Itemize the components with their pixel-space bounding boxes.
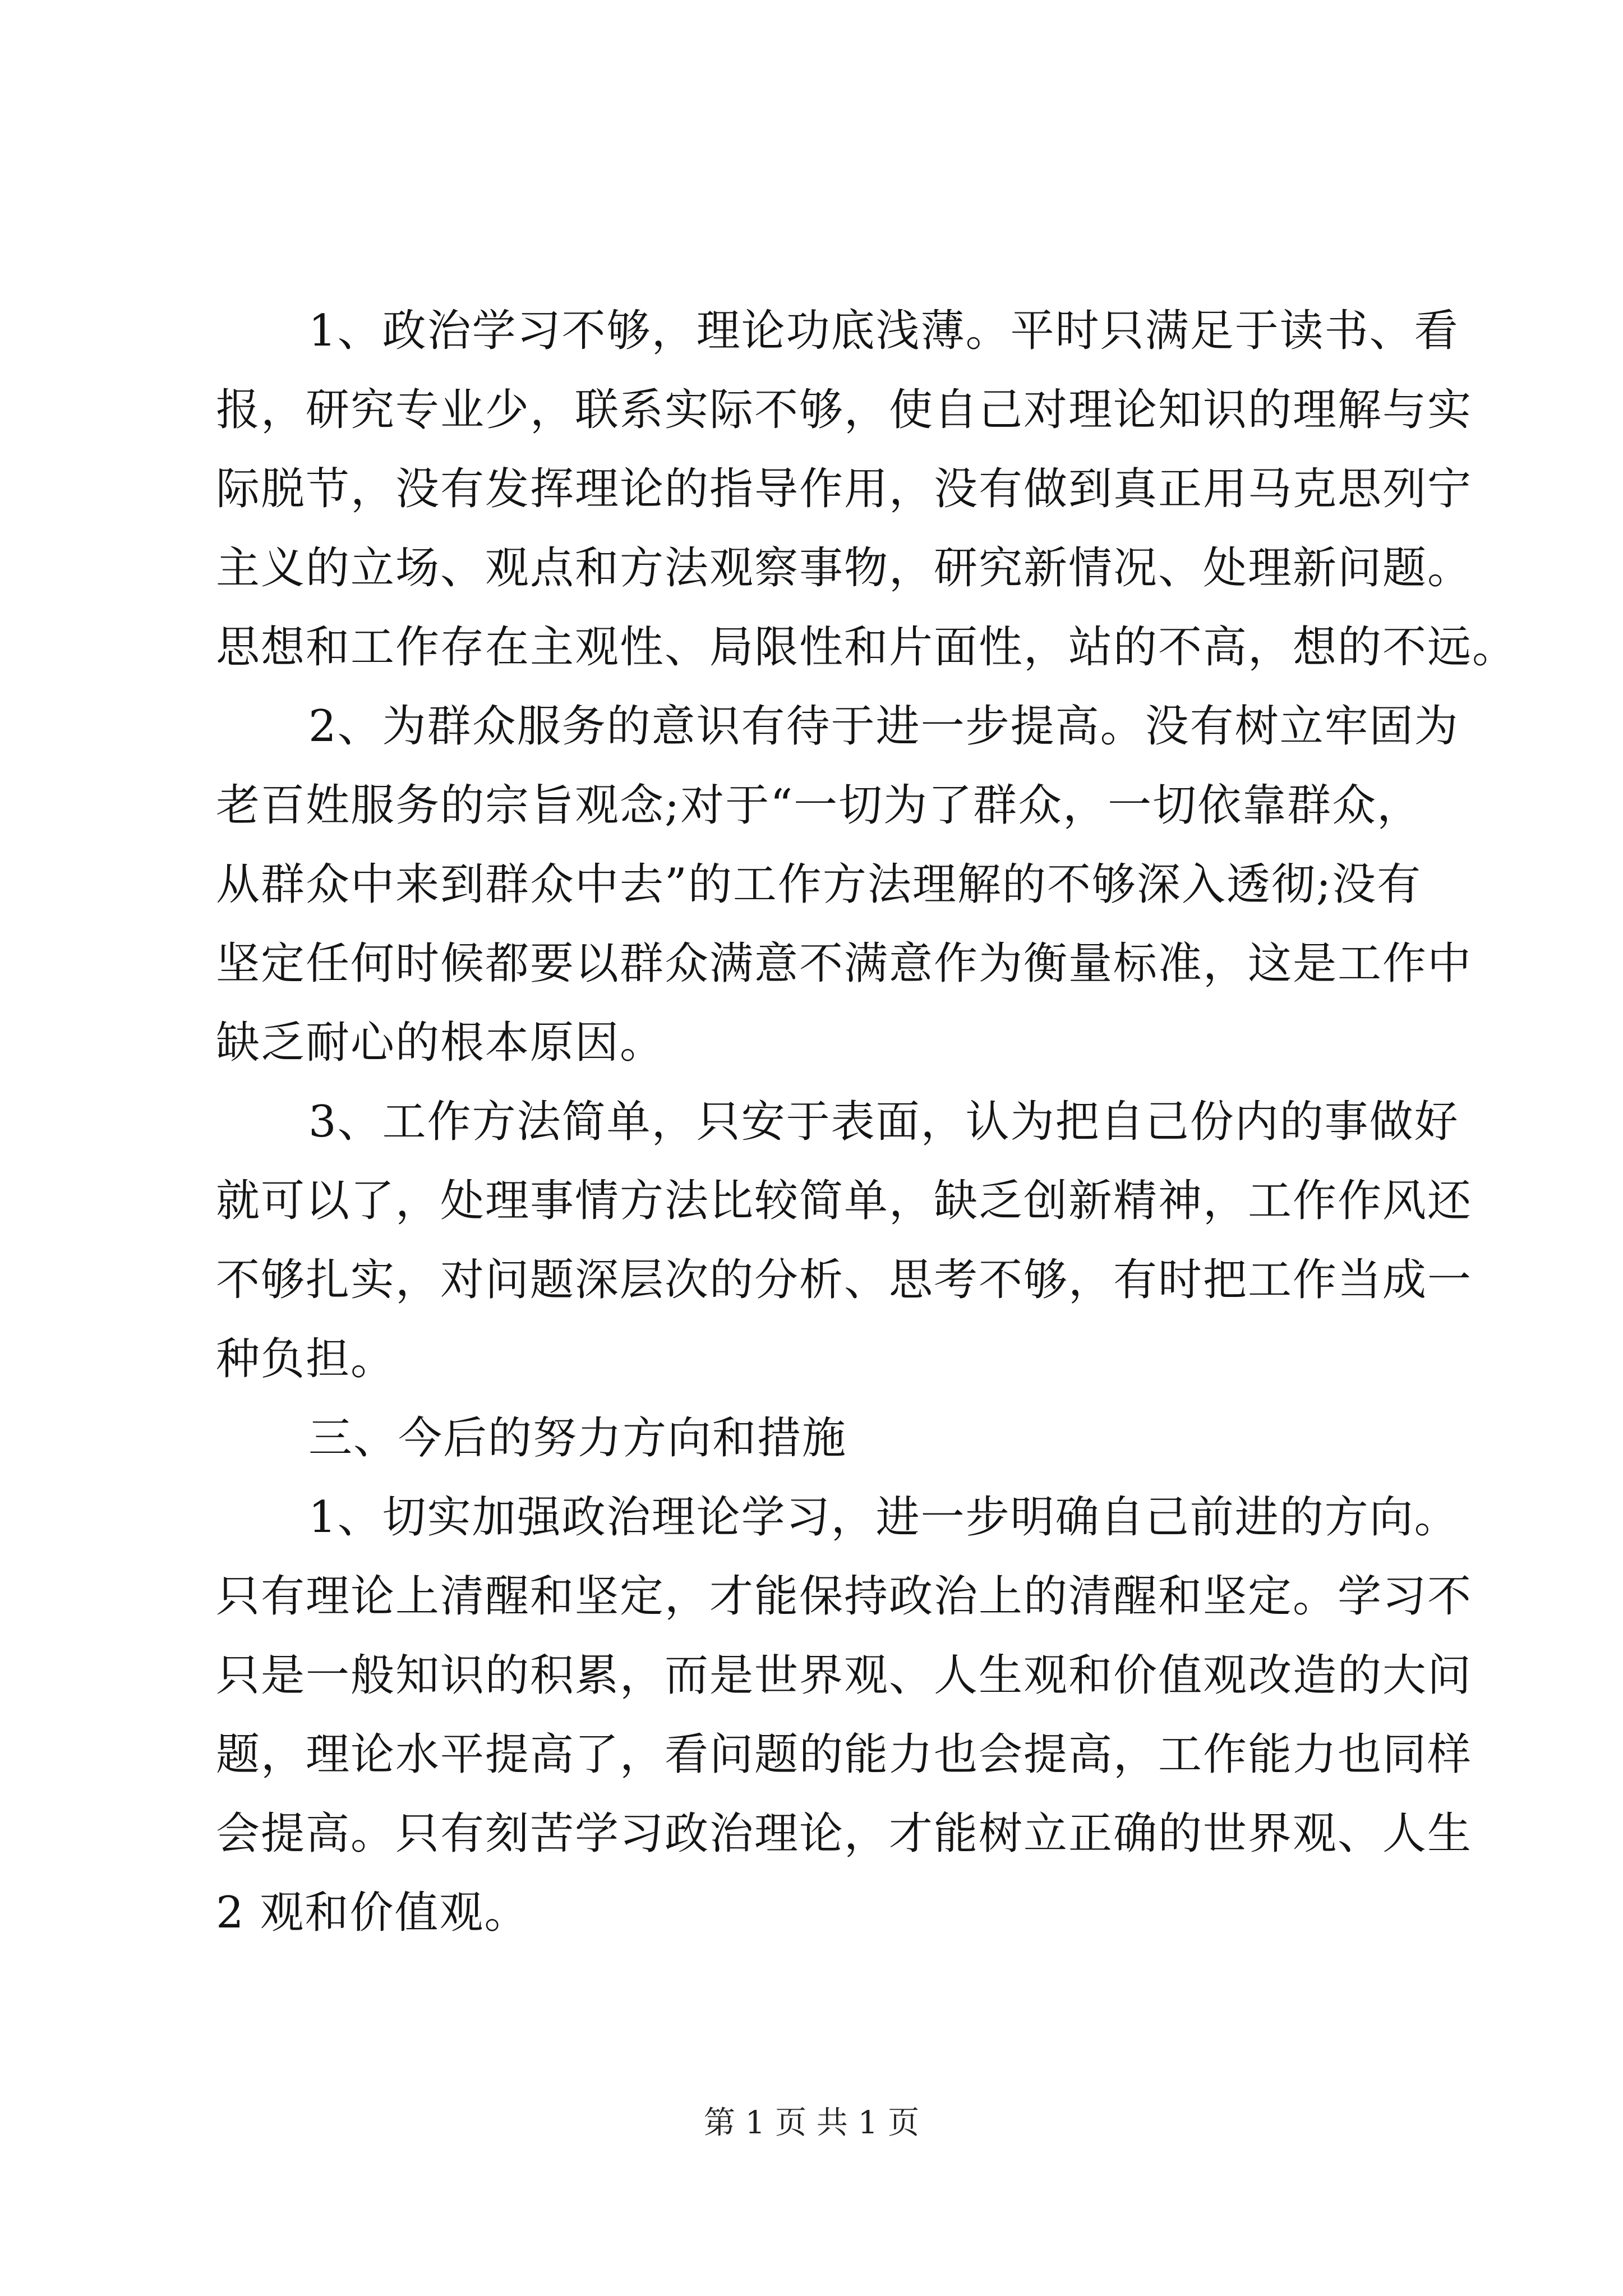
paragraph-line: 老百姓服务的宗旨观念;对于“一切为了群众，一切依靠群众， [216,780,1422,831]
paragraph-line: 只是一般知识的积累，而是世界观、人生观和价值观改造的大问 [216,1650,1473,1701]
paragraph-line: 思想和工作存在主观性、局限性和片面性，站的不高，想的不远。 [216,622,1518,673]
paragraph-line: 就可以了，处理事情方法比较简单，缺乏创新精神，工作作风还 [216,1176,1473,1226]
paragraph-line: 1、切实加强政治理论学习，进一步明确自己前进的方向。 [308,1492,1459,1543]
paragraph-line: 从群众中来到群众中去”的工作方法理解的不够深入透彻;没有 [216,859,1422,910]
paragraph-line: 报，研究专业少，联系实际不够，使自己对理论知识的理解与实 [216,385,1473,435]
paragraph-line: 主义的立场、观点和方法观察事物，研究新情况、处理新问题。 [216,543,1473,593]
paragraph-line: 2、为群众服务的意识有待于进一步提高。没有树立牢固为 [308,701,1459,752]
paragraph-line: 缺乏耐心的根本原因。 [216,1018,665,1068]
paragraph-line: 1、政治学习不够，理论功底浅薄。平时只满足于读书、看 [308,306,1459,356]
paragraph-line: 不够扎实，对问题深层次的分析、思考不够，有时把工作当成一 [216,1255,1473,1305]
page-footer: 第 1 页 共 1 页 [703,2105,920,2141]
paragraph-line: 3、工作方法简单，只安于表面，认为把自己份内的事做好 [308,1097,1459,1147]
document-body [216,292,1518,1953]
paragraph-line: 坚定任何时候都要以群众满意不满意作为衡量标准，这是工作中 [216,938,1473,989]
paragraph-line: 会提高。只有刻苦学习政治理论，才能树立正确的世界观、人生 [216,1809,1473,1859]
paragraph-line: 际脱节，没有发挥理论的指导作用，没有做到真正用马克思列宁 [216,464,1473,514]
paragraph-line: 种负担。 [216,1334,396,1384]
section-heading: 三、今后的努力方向和措施 [308,1413,847,1464]
paragraph-line: 题，理论水平提高了，看问题的能力也会提高，工作能力也同样 [216,1729,1473,1780]
paragraph-line: 只有理论上清醒和坚定，才能保持政治上的清醒和坚定。学习不 [216,1571,1473,1622]
paragraph-line: 2 观和价值观。 [216,1888,529,1938]
